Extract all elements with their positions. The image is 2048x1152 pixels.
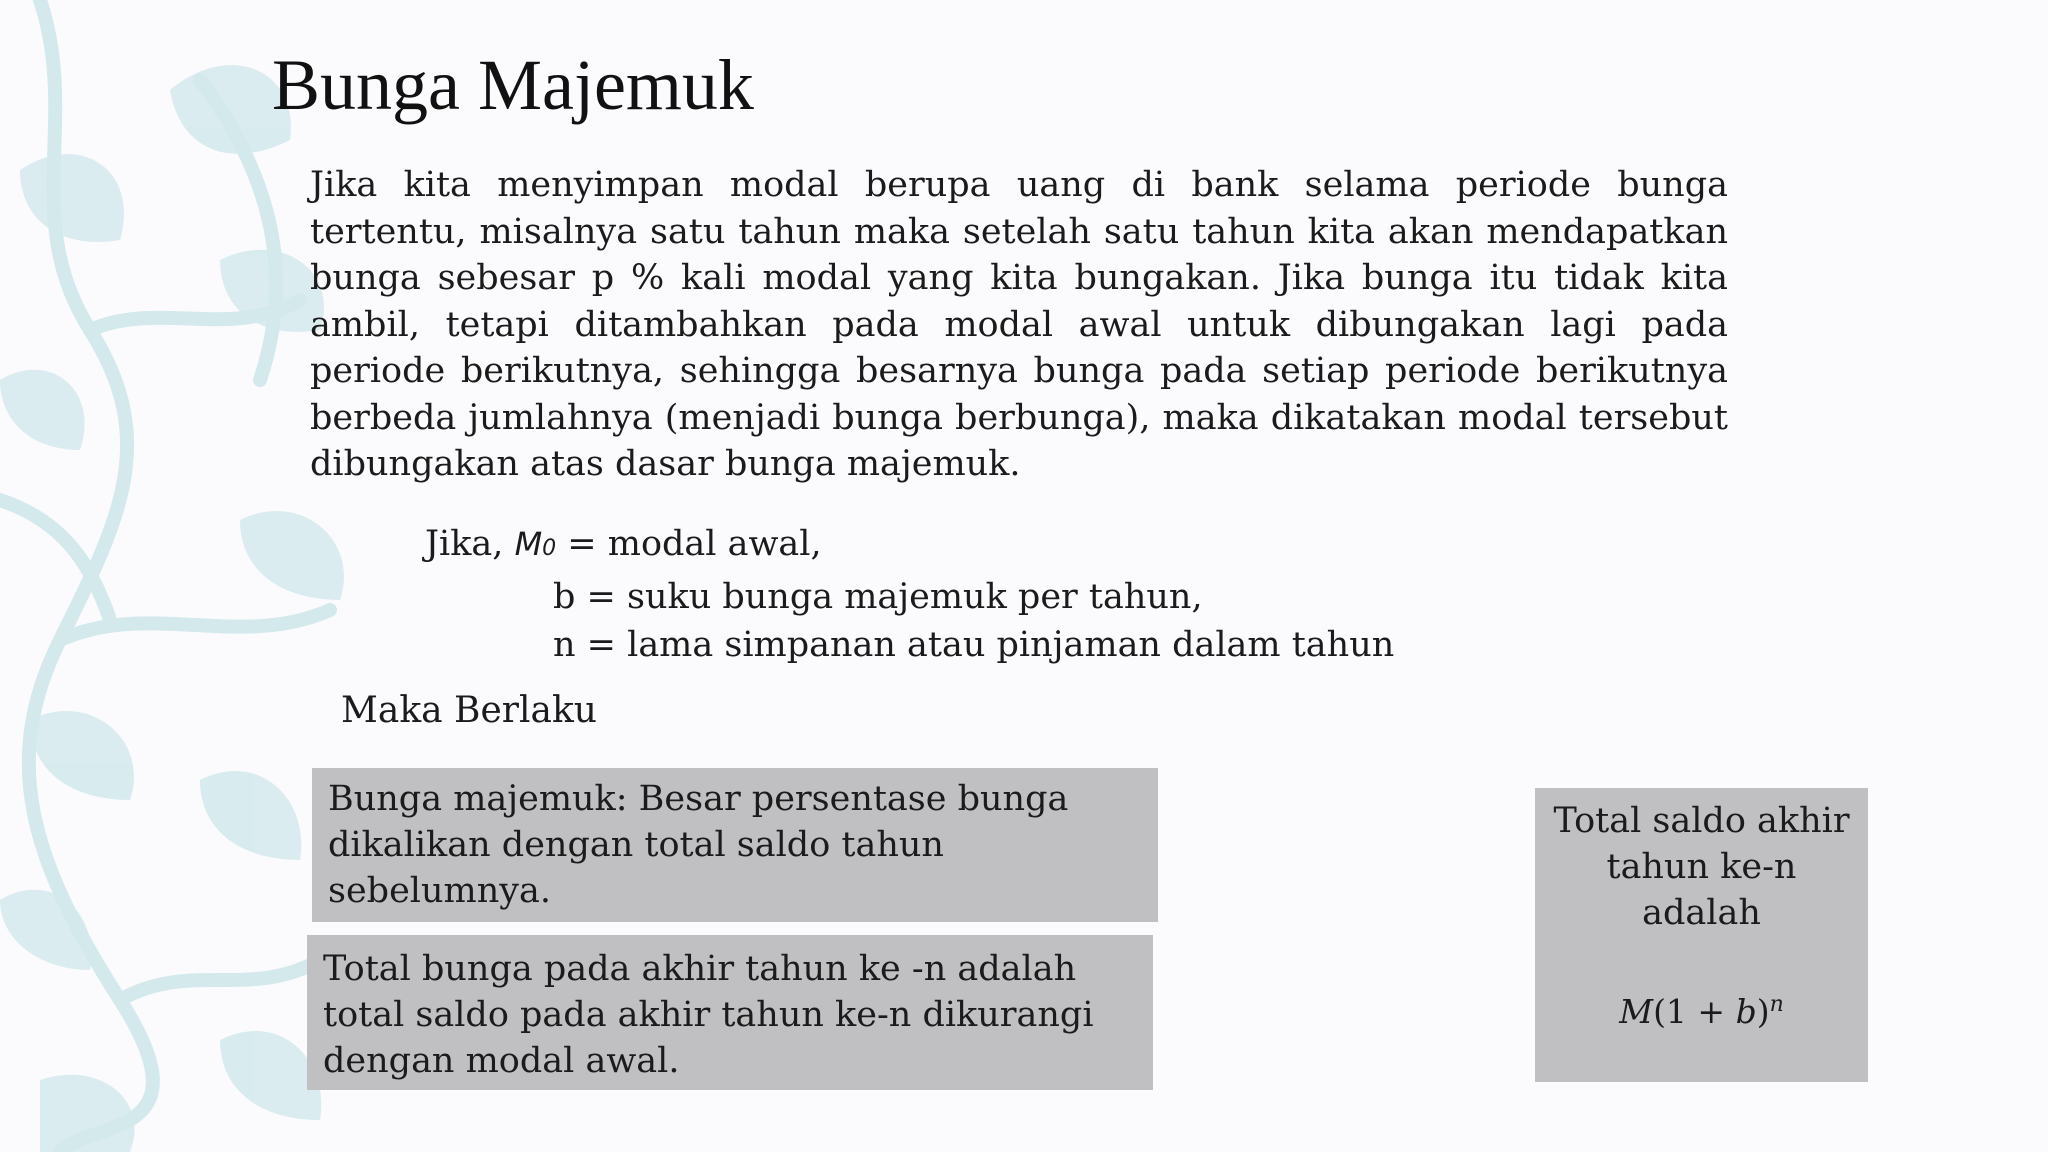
formula-mid: (1 + [1653,992,1736,1031]
m-definition: = modal awal, [556,524,822,564]
definition-lead: Jika, [425,524,515,564]
total-interest-box: Total bunga pada akhir tahun ke -n adalah total saldo pada akhir tahun ke-n dikurangi dengan modal awal. [307,935,1153,1090]
final-balance-formula [1543,982,1860,1035]
variable-definitions [425,520,1394,669]
formula-close: ) [1756,992,1770,1031]
intro-paragraph: Jika kita menyimpan modal berupa uang di bank selama periode bunga tertentu, misalnya satu tahun maka setelah satu tahun kita akan mendapatkan bunga sebesar p % kali modal yang kita bungakan. Jika bunga itu tidak kita ambil, tetapi ditambahkan pada modal awal untuk dibungakan lagi pada periode berikutnya, sehingga besarnya bunga pada setiap periode berikutnya berbeda jumlahnya (menjadi bunga berbunga), maka dikatakan modal tersebut dibungakan atas dasar bunga majemuk. [310,165,1728,484]
formula-b: b [1735,992,1757,1031]
final-balance-text: Total saldo akhir tahun ke-n adalah [1553,801,1850,933]
compound-interest-box: Bunga majemuk: Besar persentase bunga dikalikan dengan total saldo tahun sebelumnya. [312,768,1158,922]
maka-berlaku-label: Maka Berlaku [341,690,597,731]
formula-exponent: n [1769,992,1784,1017]
definition-m0 [425,520,1394,573]
m-subscript: 0 [542,536,557,561]
definition-b: b = suku bunga majemuk per tahun, [553,577,1203,617]
definition-n: n = lama simpanan atau pinjaman dalam tahun [553,625,1395,665]
formula-m: M [1619,992,1654,1031]
final-balance-box [1535,788,1868,1082]
page-title: Bunga Majemuk [272,45,754,125]
m-symbol: M [514,525,543,563]
